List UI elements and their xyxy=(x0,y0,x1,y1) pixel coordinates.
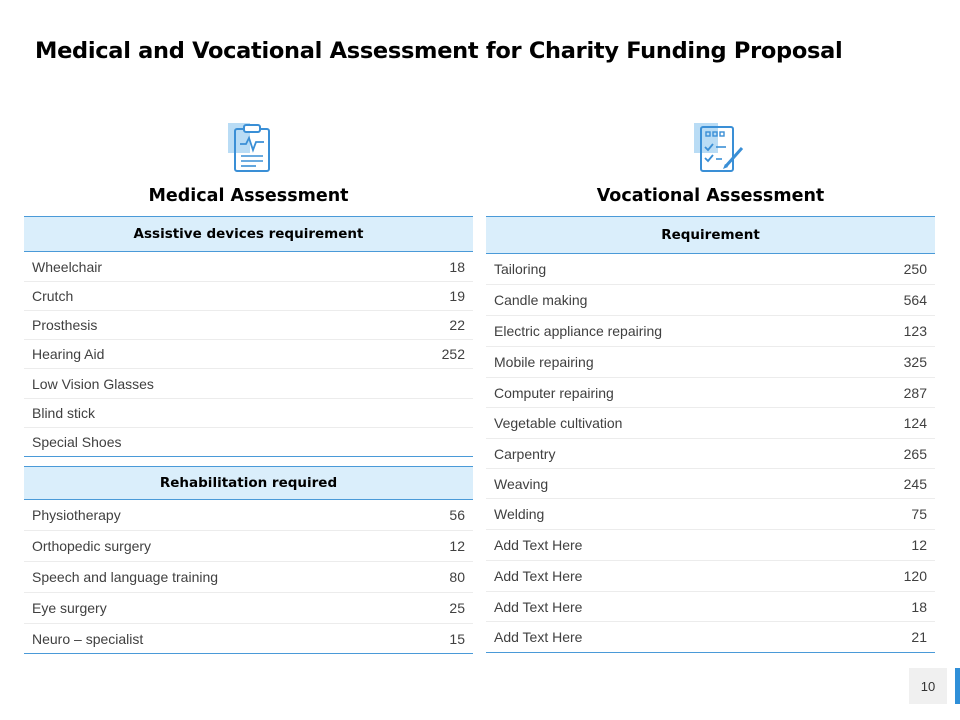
table-row xyxy=(486,439,935,469)
row-label: Weaving xyxy=(494,475,549,492)
row-value: 21 xyxy=(911,629,927,645)
row-value: 12 xyxy=(449,538,465,554)
row-value: 15 xyxy=(449,630,465,647)
table-row xyxy=(486,285,935,316)
table-row xyxy=(24,562,473,593)
row-value: 252 xyxy=(441,346,465,362)
row-label: Blind stick xyxy=(32,405,96,421)
page-title: Medical and Vocational Assessment for Charity Funding Proposal xyxy=(35,38,843,64)
row-label: Vegetable cultivation xyxy=(494,415,623,431)
vocational-heading: Vocational Assessment xyxy=(596,186,825,206)
row-label: Neuro – specialist xyxy=(32,630,144,647)
row-label: Speech and language training xyxy=(32,569,219,585)
table-row xyxy=(486,592,935,622)
row-value: 250 xyxy=(903,261,927,277)
row-label: Prosthesis xyxy=(32,317,98,333)
rehabilitation-table xyxy=(24,466,473,654)
table-row xyxy=(486,499,935,530)
row-value: 245 xyxy=(903,475,927,492)
row-value: 120 xyxy=(903,568,927,584)
row-value: 123 xyxy=(903,323,927,339)
table-row xyxy=(24,340,473,369)
rehabilitation-header: Rehabilitation required xyxy=(24,466,473,500)
row-value: 18 xyxy=(449,258,465,275)
clipboard-heartbeat-icon xyxy=(226,120,274,176)
row-value: 18 xyxy=(911,598,927,615)
row-label: Wheelchair xyxy=(32,258,103,275)
row-label: Low Vision Glasses xyxy=(32,375,154,392)
table-row xyxy=(486,378,935,408)
row-value: 287 xyxy=(903,384,927,401)
row-label: Orthopedic surgery xyxy=(32,538,152,554)
accent-edge-bar xyxy=(955,668,960,704)
table-row xyxy=(24,624,473,654)
table-row xyxy=(24,252,473,282)
medical-heading: Medical Assessment xyxy=(148,186,349,206)
row-value: 124 xyxy=(903,415,927,431)
row-label: Hearing Aid xyxy=(32,346,105,362)
row-label: Special Shoes xyxy=(32,434,122,450)
row-label: Add Text Here xyxy=(494,537,583,553)
row-value: 564 xyxy=(903,292,927,308)
table-row xyxy=(486,347,935,378)
table-row xyxy=(486,469,935,499)
row-value: 19 xyxy=(449,288,465,304)
row-label: Mobile repairing xyxy=(494,354,594,370)
row-value: 80 xyxy=(449,569,465,585)
row-label: Carpentry xyxy=(494,445,556,462)
table-row xyxy=(24,500,473,531)
row-value: 22 xyxy=(449,317,465,333)
row-label: Add Text Here xyxy=(494,629,583,645)
assistive-devices-table xyxy=(24,216,473,457)
row-label: Candle making xyxy=(494,292,588,308)
table-row xyxy=(24,369,473,399)
table-row xyxy=(24,531,473,562)
row-label: Welding xyxy=(494,506,545,522)
row-label: Electric appliance repairing xyxy=(494,323,663,339)
table-row xyxy=(24,311,473,340)
table-row xyxy=(486,254,935,285)
table-row xyxy=(24,399,473,428)
requirement-header: Requirement xyxy=(486,216,935,254)
table-row xyxy=(486,408,935,439)
assistive-devices-header: Assistive devices requirement xyxy=(24,216,473,252)
page-number: 10 xyxy=(909,668,947,704)
vocational-requirement-table xyxy=(486,216,935,653)
table-row xyxy=(24,428,473,457)
row-label: Tailoring xyxy=(494,261,547,277)
row-label: Add Text Here xyxy=(494,598,583,615)
table-row xyxy=(24,282,473,311)
table-row xyxy=(486,622,935,653)
table-row xyxy=(486,316,935,347)
row-value: 265 xyxy=(903,445,927,462)
row-label: Crutch xyxy=(32,288,74,304)
table-row xyxy=(24,593,473,624)
row-value: 12 xyxy=(911,537,927,553)
row-label: Computer repairing xyxy=(494,384,614,401)
row-value: 56 xyxy=(449,507,465,523)
row-label: Physiotherapy xyxy=(32,507,121,523)
row-label: Eye surgery xyxy=(32,600,107,616)
table-row xyxy=(486,561,935,592)
row-value: 75 xyxy=(911,506,927,522)
checklist-pen-icon xyxy=(692,120,748,176)
row-label: Add Text Here xyxy=(494,568,583,584)
table-row xyxy=(486,530,935,561)
row-value: 25 xyxy=(449,600,465,616)
row-value: 325 xyxy=(903,354,927,370)
